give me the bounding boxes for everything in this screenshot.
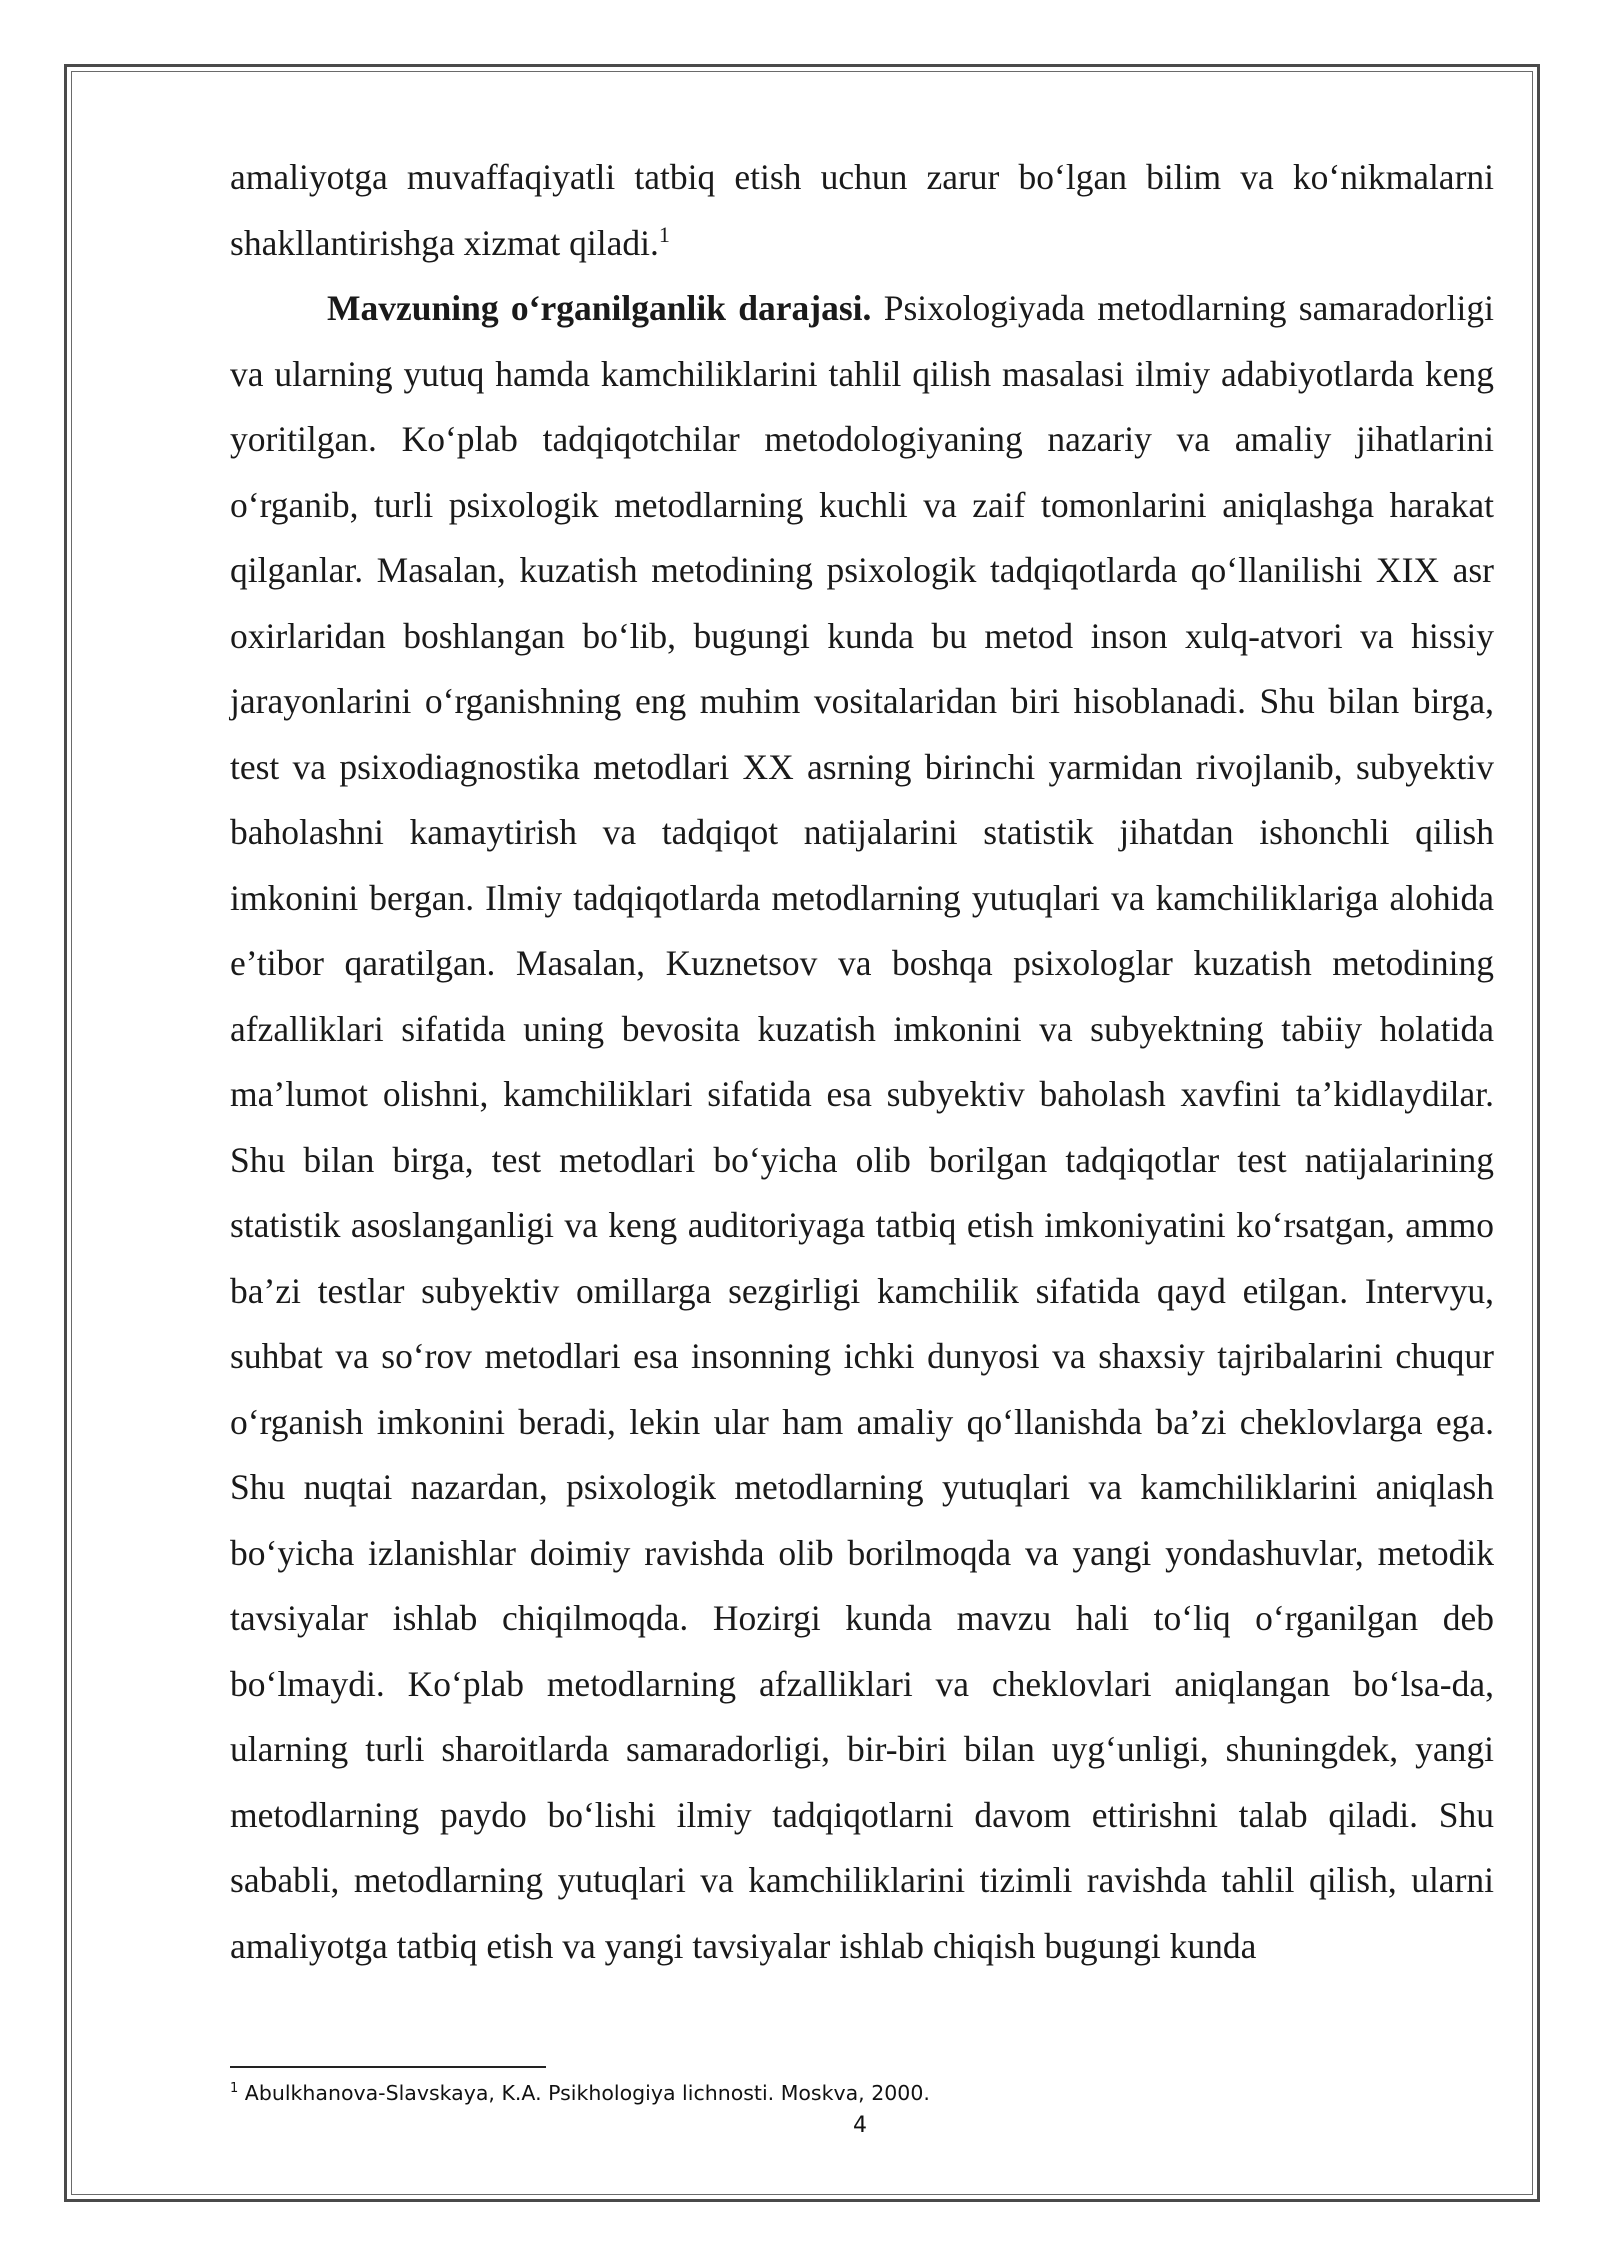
paragraph-intro-text: amaliyotga muvaffaqiyatli tatbiq etish uchun zarur bo‘lgan bilim va ko‘nikmalarni shakllantirishga xizmat qiladi. bbox=[230, 157, 1494, 263]
footnote-marker: 1 bbox=[230, 2081, 239, 2097]
section-heading: Mavzuning o‘rganilganlik darajasi. bbox=[327, 288, 872, 328]
footnote-text: Abulkhanova-Slavskaya, K.A. Psikhologiya lichnosti. Moskva, 2000. bbox=[238, 2081, 930, 2105]
paragraph-study-level bbox=[230, 276, 1494, 1979]
paragraph-study-level-body: Psixologiyada metodlarning samaradorligi va ularning yutuq hamda kamchiliklarini tahlil qilish masalasi ilmiy adabiyotlarda keng yoritilgan. Ko‘plab tadqiqotchilar metodologiyaning nazariy va amaliy jihatlarini o‘rganib, turli psixologik metodlarning kuchli va zaif tomonlarini aniqlashga harakat qilganlar. Masalan, kuzatish metodining psixologik tadqiqotlarda qo‘llanilishi XIX asr oxirlaridan boshlangan bo‘lib, bugungi kunda bu metod inson xulq-atvori va hissiy jarayonlarini o‘rganishning eng muhim vositalaridan biri hisoblanadi. Shu bilan birga, test va psixodiagnostika metodlari XX asrning birinchi yarmidan rivojlanib, subyektiv baholashni kamaytirish va tadqiqot natijalarini statistik jihatdan ishonchli qilish imkonini bergan. Ilmiy tadqiqotlarda metodlarning yutuqlari va kamchiliklariga alohida e’tibor qaratilgan. Masalan, Kuznetsov va boshqa psixologlar kuzatish metodining afzalliklari sifatida uning bevosita kuzatish imkonini va subyektning tabiiy holatida ma’lumot olishni, kamchiliklari sifatida esa subyektiv baholash xavfini ta’kidlaydilar. Shu bilan birga, test metodlari bo‘yicha olib borilgan tadqiqotlar test natijalarining statistik asoslanganligi va keng auditoriyaga tatbiq etish imkoniyatini ko‘rsatgan, ammo ba’zi testlar subyektiv omillarga sezgirligi kamchilik sifatida qayd etilgan. Intervyu, suhbat va so‘rov metodlari esa insonning ichki dunyosi va shaxsiy tajribalarini chuqur o‘rganish imkonini beradi, lekin ular ham amaliy qo‘llanishda ba’zi cheklovlarga ega. Shu nuqtai nazardan, psixologik metodlarning yutuqlari va kamchiliklarini aniqlash bo‘yicha izlanishlar doimiy ravishda olib borilmoqda va yangi yondashuvlar, metodik tavsiyalar ishlab chiqilmoqda. Hozirgi kunda mavzu hali to‘liq o‘rganilgan deb bo‘lmaydi. Ko‘plab metodlarning afzalliklari va cheklovlari aniqlangan bo‘lsa-da, ularning turli sharoitlarda samaradorligi, bir-biri bilan uyg‘unligi, shuningdek, yangi metodlarning paydo bo‘lishi ilmiy tadqiqotlarni davom ettirishni talab qiladi. Shu sababli, metodlarning yutuqlari va kamchiliklarini tizimli ravishda tahlil qilish, ularni amaliyotga tatbiq etish va yangi tavsiyalar ishlab chiqish bugungi kunda bbox=[230, 288, 1494, 1966]
footnote bbox=[230, 2078, 1494, 2108]
footnote-separator bbox=[230, 2066, 546, 2068]
page-number: 4 bbox=[853, 2113, 867, 2138]
footnote-reference[interactable]: 1 bbox=[658, 221, 670, 247]
page-body bbox=[230, 145, 1494, 1979]
paragraph-intro-continuation bbox=[230, 145, 1494, 276]
